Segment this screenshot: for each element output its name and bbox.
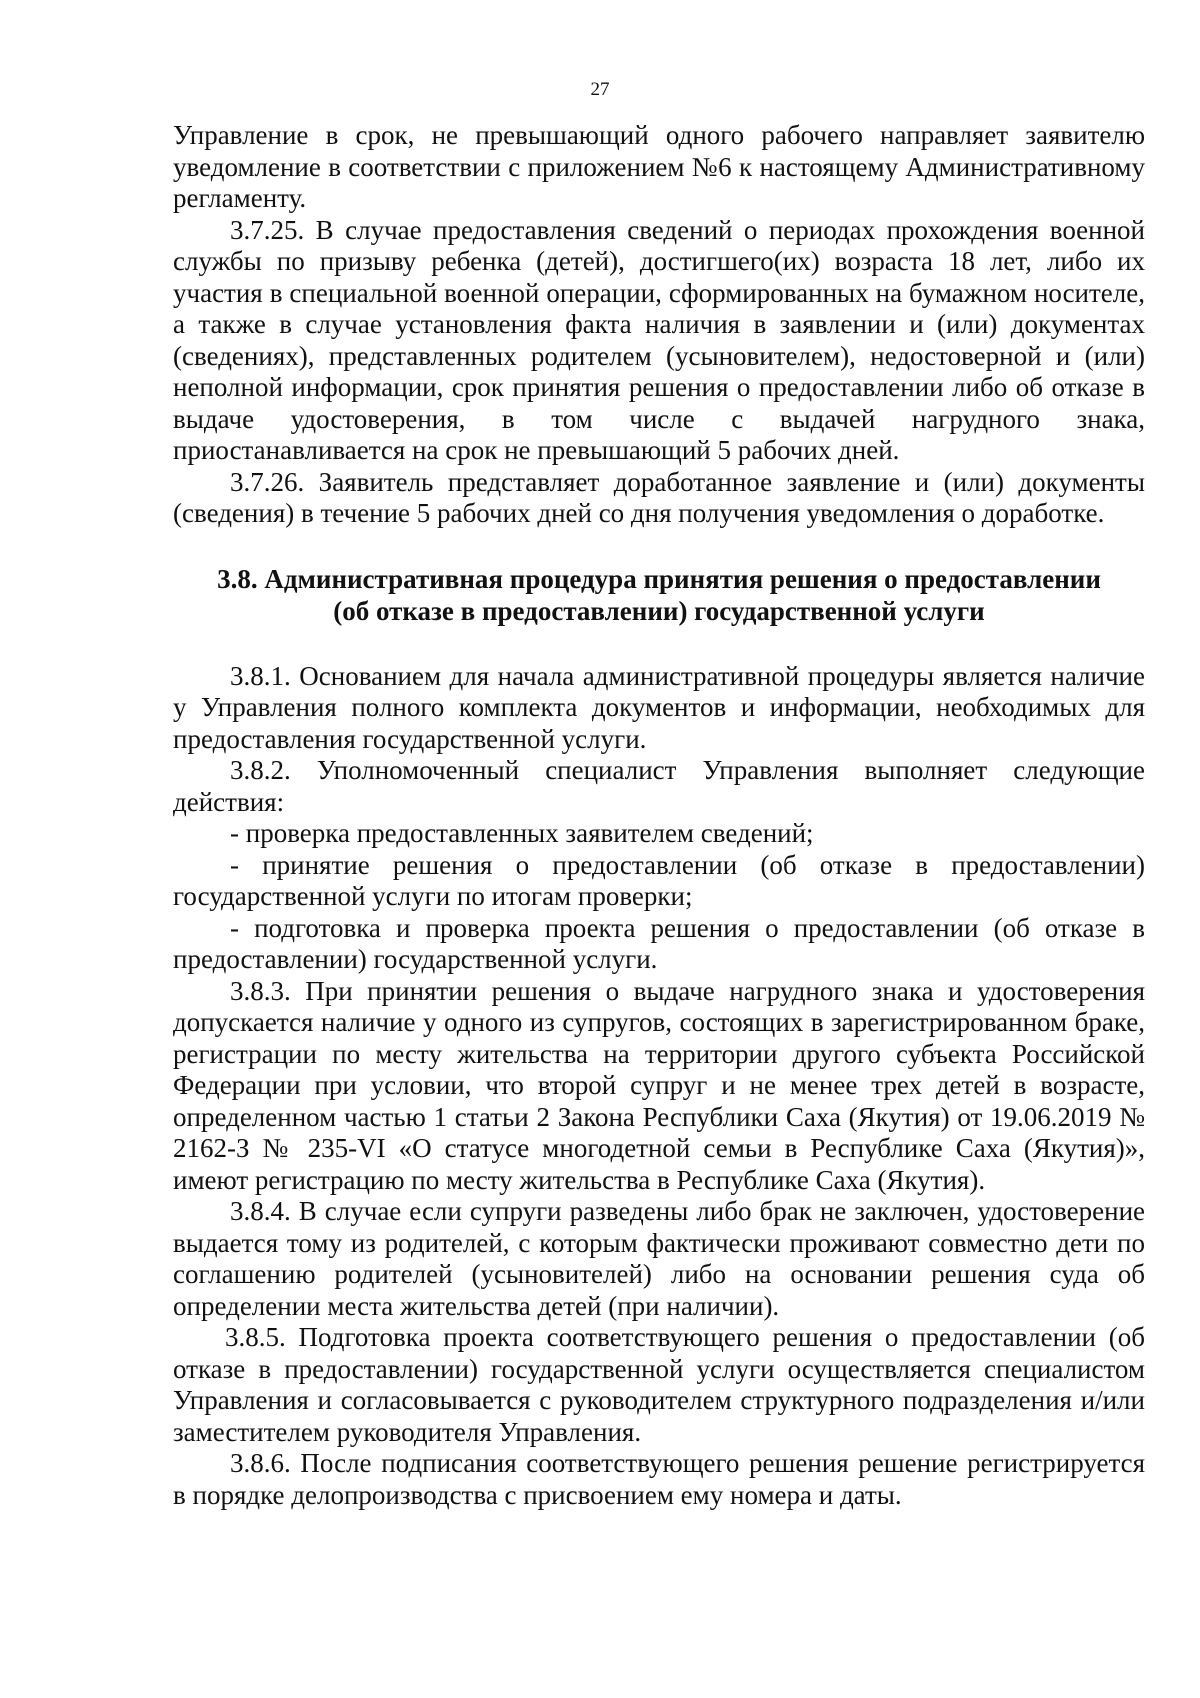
paragraph-3-8-1: 3.8.1. Основанием для начала административной процедуры является наличие у Управления полного комплекта документов и информации, необходимых для предоставления государственной услуги.	[173, 660, 1145, 754]
paragraph-continuation: Управление в срок, не превышающий одного рабочего направляет заявителю уведомление в соответствии с приложением №6 к настоящему Административному регламенту.	[173, 120, 1145, 213]
paragraph-3-8-5: 3.8.5. Подготовка проекта соответствующего решения о предоставлении (об отказе в предоставлении) государственной услуги осуществляется специалистом Управления и согласовывается с руководителем структурного подразделения и/или заместителем руководителя Управления.	[173, 1322, 1145, 1447]
document-body	[173, 120, 1145, 1511]
paragraph-3-7-25: 3.7.25. В случае предоставления сведений о периодах прохождения военной службы по призыву ребенка (детей), достигшего(их) возраста 18 лет, либо их участия в специальной военной операции, сформированных на бумажном носителе, а также в случае установления факта наличия в заявлении и (или) документах (сведениях), представленных родителем (усыновителем), недостоверной и (или) неполной информации, срок принятия решения о предоставлении либо об отказе в выдаче удостоверения, в том числе с выдачей нагрудного знака, приостанавливается на срок не превышающий 5 рабочих дней.	[173, 214, 1145, 465]
list-item-decision: - принятие решения о предоставлении (об отказе в предоставлении) государственной услуги по итогам проверки;	[173, 849, 1145, 911]
paragraph-3-8-3: 3.8.3. При принятии решения о выдаче нагрудного знака и удостоверения допускается наличие у одного из супругов, состоящих в зарегистрированном браке, регистрации по месту жительства на территории другого субъекта Российской Федерации при условии, что второй супруг и не менее трех детей в возрасте, определенном частью 1 статьи 2 Закона Республики Саха (Якутия) от 19.06.2019 № 2162-З № 235-VI «О статусе многодетной семьи в Республике Саха (Якутия)», имеют регистрацию по месту жительства в Республике Саха (Якутия).	[173, 975, 1145, 1195]
section-heading-line-1: 3.8. Административная процедура принятия решения о предоставлении	[217, 563, 1101, 594]
paragraph-3-8-2: 3.8.2. Уполномоченный специалист Управления выполняет следующие действия:	[173, 755, 1145, 817]
page-number: 27	[590, 79, 610, 100]
list-item-draft: - подготовка и проверка проекта решения о предоставлении (об отказе в предоставлении) государственной услуги.	[173, 912, 1145, 974]
paragraph-3-8-4: 3.8.4. В случае если супруги разведены либо брак не заключен, удостоверение выдается тому из родителей, с которым фактически проживают совместно дети по соглашению родителей (усыновителей) либо на основании решения суда об определении места жительства детей (при наличии).	[173, 1196, 1145, 1321]
section-heading-line-2: (об отказе в предоставлении) государственной услуги	[333, 595, 985, 626]
paragraph-3-7-26: 3.7.26. Заявитель представляет доработанное заявление и (или) документы (сведения) в течение 5 рабочих дней со дня получения уведомления о доработке.	[173, 466, 1145, 528]
paragraph-3-8-6: 3.8.6. После подписания соответствующего решения решение регистрируется в порядке делопроизводства с присвоением ему номера и даты.	[173, 1448, 1145, 1510]
list-item-check: - проверка предоставленных заявителем сведений;	[230, 818, 814, 848]
section-heading-3-8	[173, 563, 1145, 627]
